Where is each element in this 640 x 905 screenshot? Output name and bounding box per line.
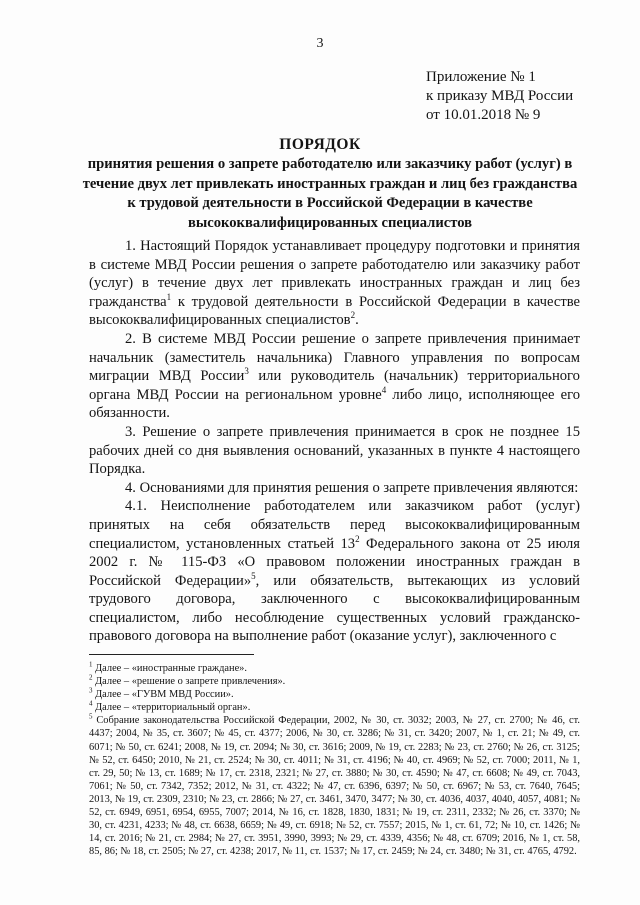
paragraph-2: 2. В системе МВД России решение о запрете привлечения принимает начальник (заместитель начальника) Главного управления по вопросам миграции МВД России$^3$ или руководитель (начальник) территориального органа МВД России на региональном уровне$^4$ либо лицо, исполняющее его обязанности. — [89, 330, 580, 422]
appendix-header — [426, 68, 573, 125]
footnote-divider — [89, 654, 254, 655]
footnote-ref-1: 1 — [166, 291, 172, 302]
paragraph-3: 3. Решение о запрете привлечения принимается в срок не позднее 15 рабочих дней со дня выявления оснований, указанных в пункте 4 настоящего Порядка. — [89, 423, 580, 478]
footnote-item: $^5$ Собрание законодательства Российской Федерации, 2002, № 30, ст. 3032; 2003, № 27, ст. 2700; № 46, ст. 4437; 2004, № 35, ст. 3607; № 45, ст. 4377; 2006, № 30, ст. 3286; № 31, ст. 3420; 2007, № 1, ст. 21; № 49, ст. 6071; № 50, ст. 6241; 2008, № 19, ст. 2094; № 30, ст. 3616; 2009, № 19, ст. 2283; № 23, ст. 2760; № 26, ст. 3125; № 52, ст. 6450; 2010, № 21, ст. 2524; № 30, ст. 4011; № 31, ст. 4196; № 40, ст. 4969; № 52, ст. 7000; 2011, № 1, ст. 29, 50; № 13, ст. 1689; № 17, ст. 2318, 2321; № 27, ст. 3880; № 30, ст. 4590; № 47, ст. 6608; № 49, ст. 7043, 7061; № 50, ст. 7342, 7352; 2012, № 31, ст. 4322; № 47, ст. 6396, 6397; № 50, ст. 6967; № 53, ст. 7640, 7645; 2013, № 19, ст. 2309, 2310; № 23, ст. 2866; № 27, ст. 3461, 3470, 3477; № 30, ст. 4036, 4037, 4040, 4057, 4081; № 52, ст. 6949, 6951, 6954, 6955, 7007; 2014, № 16, ст. 1828, 1830, 1831; № 19, ст. 2311, 2332; № 26, ст. 3370; № 30, ст. 4231, 4233; № 48, ст. 6638, 6659; № 49, ст. 6918; № 52, ст. 7557; 2015, № 1, ст. 61, 72; № 10, ст. 1426; № 14, ст. 2016; № 21, ст. 2984; № 27, ст. 3951, 3990, 3993; № 29, ст. 4339, 4356; № 48, ст. 6709; 2016, № 1, ст. 58, 85, 86; № 18, ст. 2505; № 27, ст. 4238; 2017, № 11, ст. 1537; № 17, ст. 2459; № 24, ст. 3480; № 31, ст. 4765, 4792. — [89, 712, 580, 858]
appendix-line-2: к приказу МВД России — [426, 88, 574, 104]
article-superscript: 2 — [355, 533, 360, 544]
footnotes — [89, 662, 580, 858]
document-body — [89, 237, 580, 646]
document-title: ПОРЯДОК — [279, 136, 361, 153]
paragraph-1: 1. Настоящий Порядок устанавливает процедуру подготовки и принятия в системе МВД России решения о запрете работодателю или заказчику работ (услуг) в течение двух лет привлекать иностранных граждан и лиц без гражданства$^1$ к трудовой деятельности в Российской Федерации в качестве высококвалифицированных специалистов$^2$. — [89, 238, 580, 329]
appendix-line-3: от 10.01.2018 № 9 — [426, 107, 541, 123]
footnote-item: $^4$ Далее – «территориальный орган». — [89, 699, 251, 714]
document-subtitle: принятия решения о запрете работодателю или заказчику работ (услуг) в течение двух лет привлекать иностранных граждан и лиц без гражданства к трудовой деятельности в Российской Федерации в качестве высококвалифицированных специалистов — [82, 156, 578, 231]
page-number: 3 — [316, 36, 324, 51]
footnote-ref-3: 3 — [244, 366, 249, 377]
footnote-item: $^3$ Далее – «ГУВМ МВД России». — [89, 686, 234, 701]
paragraph-4: 4. Основаниями для принятия решения о запрете привлечения являются: — [125, 479, 579, 496]
footnote-ref-5: 5 — [251, 570, 256, 581]
paragraph-4-1: 4.1. Неисполнение работодателем или заказчиком работ (услуг) принятых на себя обязательств перед высококвалифицированным специалистом, установленных статьей $13^2$ Федерального закона от 25 июля 2002 г. № 115-ФЗ «О правовом положении иностранных граждан в Российской Федерации»$^5$, или обязательств, вытекающих из условий трудового договора, заключенного с высококвалифицированным специалистом, либо несоблюдение существенных условий гражданско-правового договора на выполнение работ (оказание услуг), заключенного с — [89, 498, 580, 645]
footnote-ref-2: 2 — [350, 310, 356, 321]
footnote-item: $^2$ Далее – «решение о запрете привлечения». — [89, 673, 286, 688]
appendix-line-1: Приложение № 1 — [426, 69, 536, 85]
footnote-item: $^1$ Далее – «иностранные граждане». — [89, 660, 247, 674]
footnote-ref-4: 4 — [381, 384, 387, 395]
